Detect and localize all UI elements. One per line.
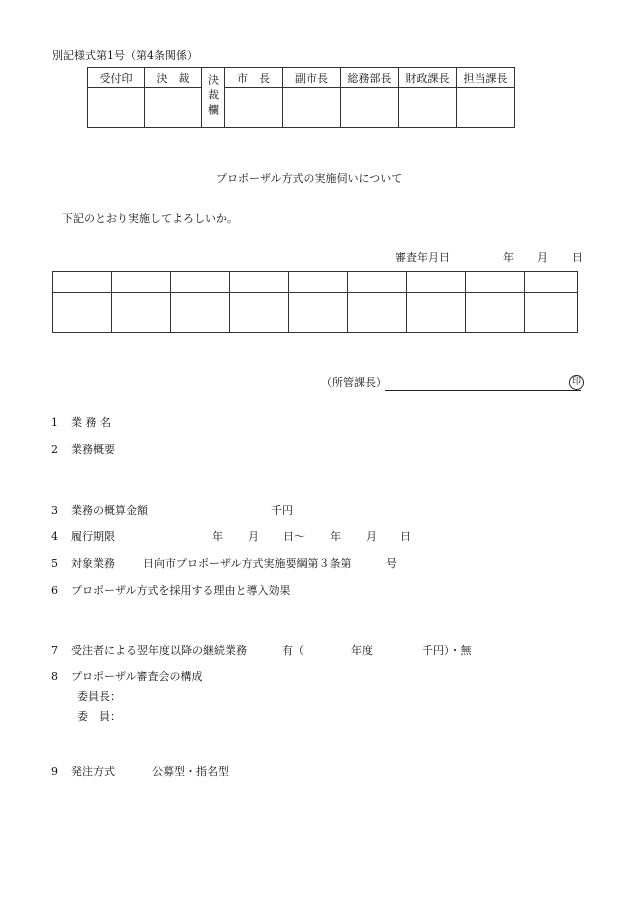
item-number: 2 xyxy=(51,443,58,456)
review-stamp-cell[interactable] xyxy=(348,293,407,333)
review-header-cell[interactable] xyxy=(230,272,289,293)
vice-mayor-stamp-cell[interactable] xyxy=(283,88,341,128)
review-header-cell[interactable] xyxy=(466,272,525,293)
signature-label: （所管課長） xyxy=(321,376,387,389)
review-header-cell[interactable] xyxy=(407,272,466,293)
item-order-method: 発注方式 xyxy=(71,765,115,778)
general-affairs-header: 総務部長 xyxy=(341,68,399,88)
finance-header: 財政課長 xyxy=(399,68,457,88)
item-number: 6 xyxy=(51,584,58,597)
item-business-summary: 業務概要 xyxy=(71,443,115,456)
continuing-fiscal-year: 年度 xyxy=(351,644,373,657)
target-business-suffix: 号 xyxy=(386,557,397,570)
item-number: 1 xyxy=(51,416,58,429)
review-header-cell[interactable] xyxy=(53,272,112,293)
review-header-cell[interactable] xyxy=(171,272,230,293)
item-continuing-business: 受注者による翌年度以降の継続業務 xyxy=(71,644,247,657)
review-stamp-cell[interactable] xyxy=(407,293,466,333)
review-stamp-cell[interactable] xyxy=(289,293,348,333)
mayor-stamp-cell[interactable] xyxy=(225,88,283,128)
item-committee: プロポーザル審査会の構成 xyxy=(71,670,203,683)
item-estimated-amount: 業務の概算金額 xyxy=(71,504,148,517)
deadline-day2: 日 xyxy=(400,530,411,543)
approval-table xyxy=(87,67,515,128)
target-business-text: 日向市プロポーザル方式実施要綱第３条第 xyxy=(143,557,352,570)
amount-unit: 千円 xyxy=(271,504,293,517)
review-date-day: 日 xyxy=(572,251,583,264)
general-affairs-stamp-cell[interactable] xyxy=(341,88,399,128)
seal-icon: 印 xyxy=(569,375,584,390)
mayor-header: 市 長 xyxy=(225,68,283,88)
decision-column xyxy=(202,68,225,128)
item-number: 4 xyxy=(51,530,58,543)
item-target-business: 対象業務 xyxy=(71,557,115,570)
order-method-options: 公募型・指名型 xyxy=(152,765,229,778)
deadline-day-from: 日～ xyxy=(283,530,305,543)
review-header-cell[interactable] xyxy=(348,272,407,293)
review-stamp-cell[interactable] xyxy=(53,293,112,333)
review-stamp-cell[interactable] xyxy=(466,293,525,333)
review-stamp-cell[interactable] xyxy=(230,293,289,333)
decision-header: 決 裁 xyxy=(145,68,202,88)
receipt-stamp-cell[interactable] xyxy=(88,88,145,128)
review-header-cell[interactable] xyxy=(112,272,171,293)
review-date-year: 年 xyxy=(503,251,514,264)
finance-stamp-cell[interactable] xyxy=(399,88,457,128)
item-number: 9 xyxy=(51,765,58,778)
review-date-label: 審査年月日 xyxy=(395,251,450,264)
review-table xyxy=(52,271,578,333)
review-header-cell[interactable] xyxy=(525,272,578,293)
item-reason: プロポーザル方式を採用する理由と導入効果 xyxy=(71,584,291,597)
item-deadline: 履行期限 xyxy=(71,530,115,543)
decision-column-label: 決裁欄 xyxy=(206,73,220,119)
review-date-month: 月 xyxy=(537,251,548,264)
review-header-cell[interactable] xyxy=(289,272,348,293)
deadline-month: 月 xyxy=(248,530,259,543)
continuing-yes: 有（ xyxy=(282,644,304,657)
decision-stamp-cell[interactable] xyxy=(145,88,202,128)
item-number: 8 xyxy=(51,670,58,683)
in-charge-header: 担当課長 xyxy=(457,68,515,88)
continuing-amount-none: 千円）・無 xyxy=(422,644,472,657)
review-stamp-cell[interactable] xyxy=(171,293,230,333)
review-stamp-cell[interactable] xyxy=(112,293,171,333)
signature-line[interactable] xyxy=(385,376,581,391)
vice-mayor-header: 副市長 xyxy=(283,68,341,88)
item-business-name: 業 務 名 xyxy=(71,416,111,429)
deadline-month2: 月 xyxy=(366,530,377,543)
committee-member: 委 員： xyxy=(77,710,121,723)
document-title: プロポーザル方式の実施伺いについて xyxy=(216,172,403,185)
deadline-year: 年 xyxy=(212,530,223,543)
item-number: 7 xyxy=(51,644,58,657)
receipt-header: 受付印 xyxy=(88,68,145,88)
review-stamp-cell[interactable] xyxy=(525,293,578,333)
deadline-year2: 年 xyxy=(330,530,341,543)
committee-chair: 委員長： xyxy=(77,690,121,703)
intro-text: 下記のとおり実施してよろしいか。 xyxy=(62,212,238,225)
item-number: 5 xyxy=(51,557,58,570)
in-charge-stamp-cell[interactable] xyxy=(457,88,515,128)
form-label: 別記様式第1号（第4条関係） xyxy=(52,49,198,62)
item-number: 3 xyxy=(51,504,58,517)
